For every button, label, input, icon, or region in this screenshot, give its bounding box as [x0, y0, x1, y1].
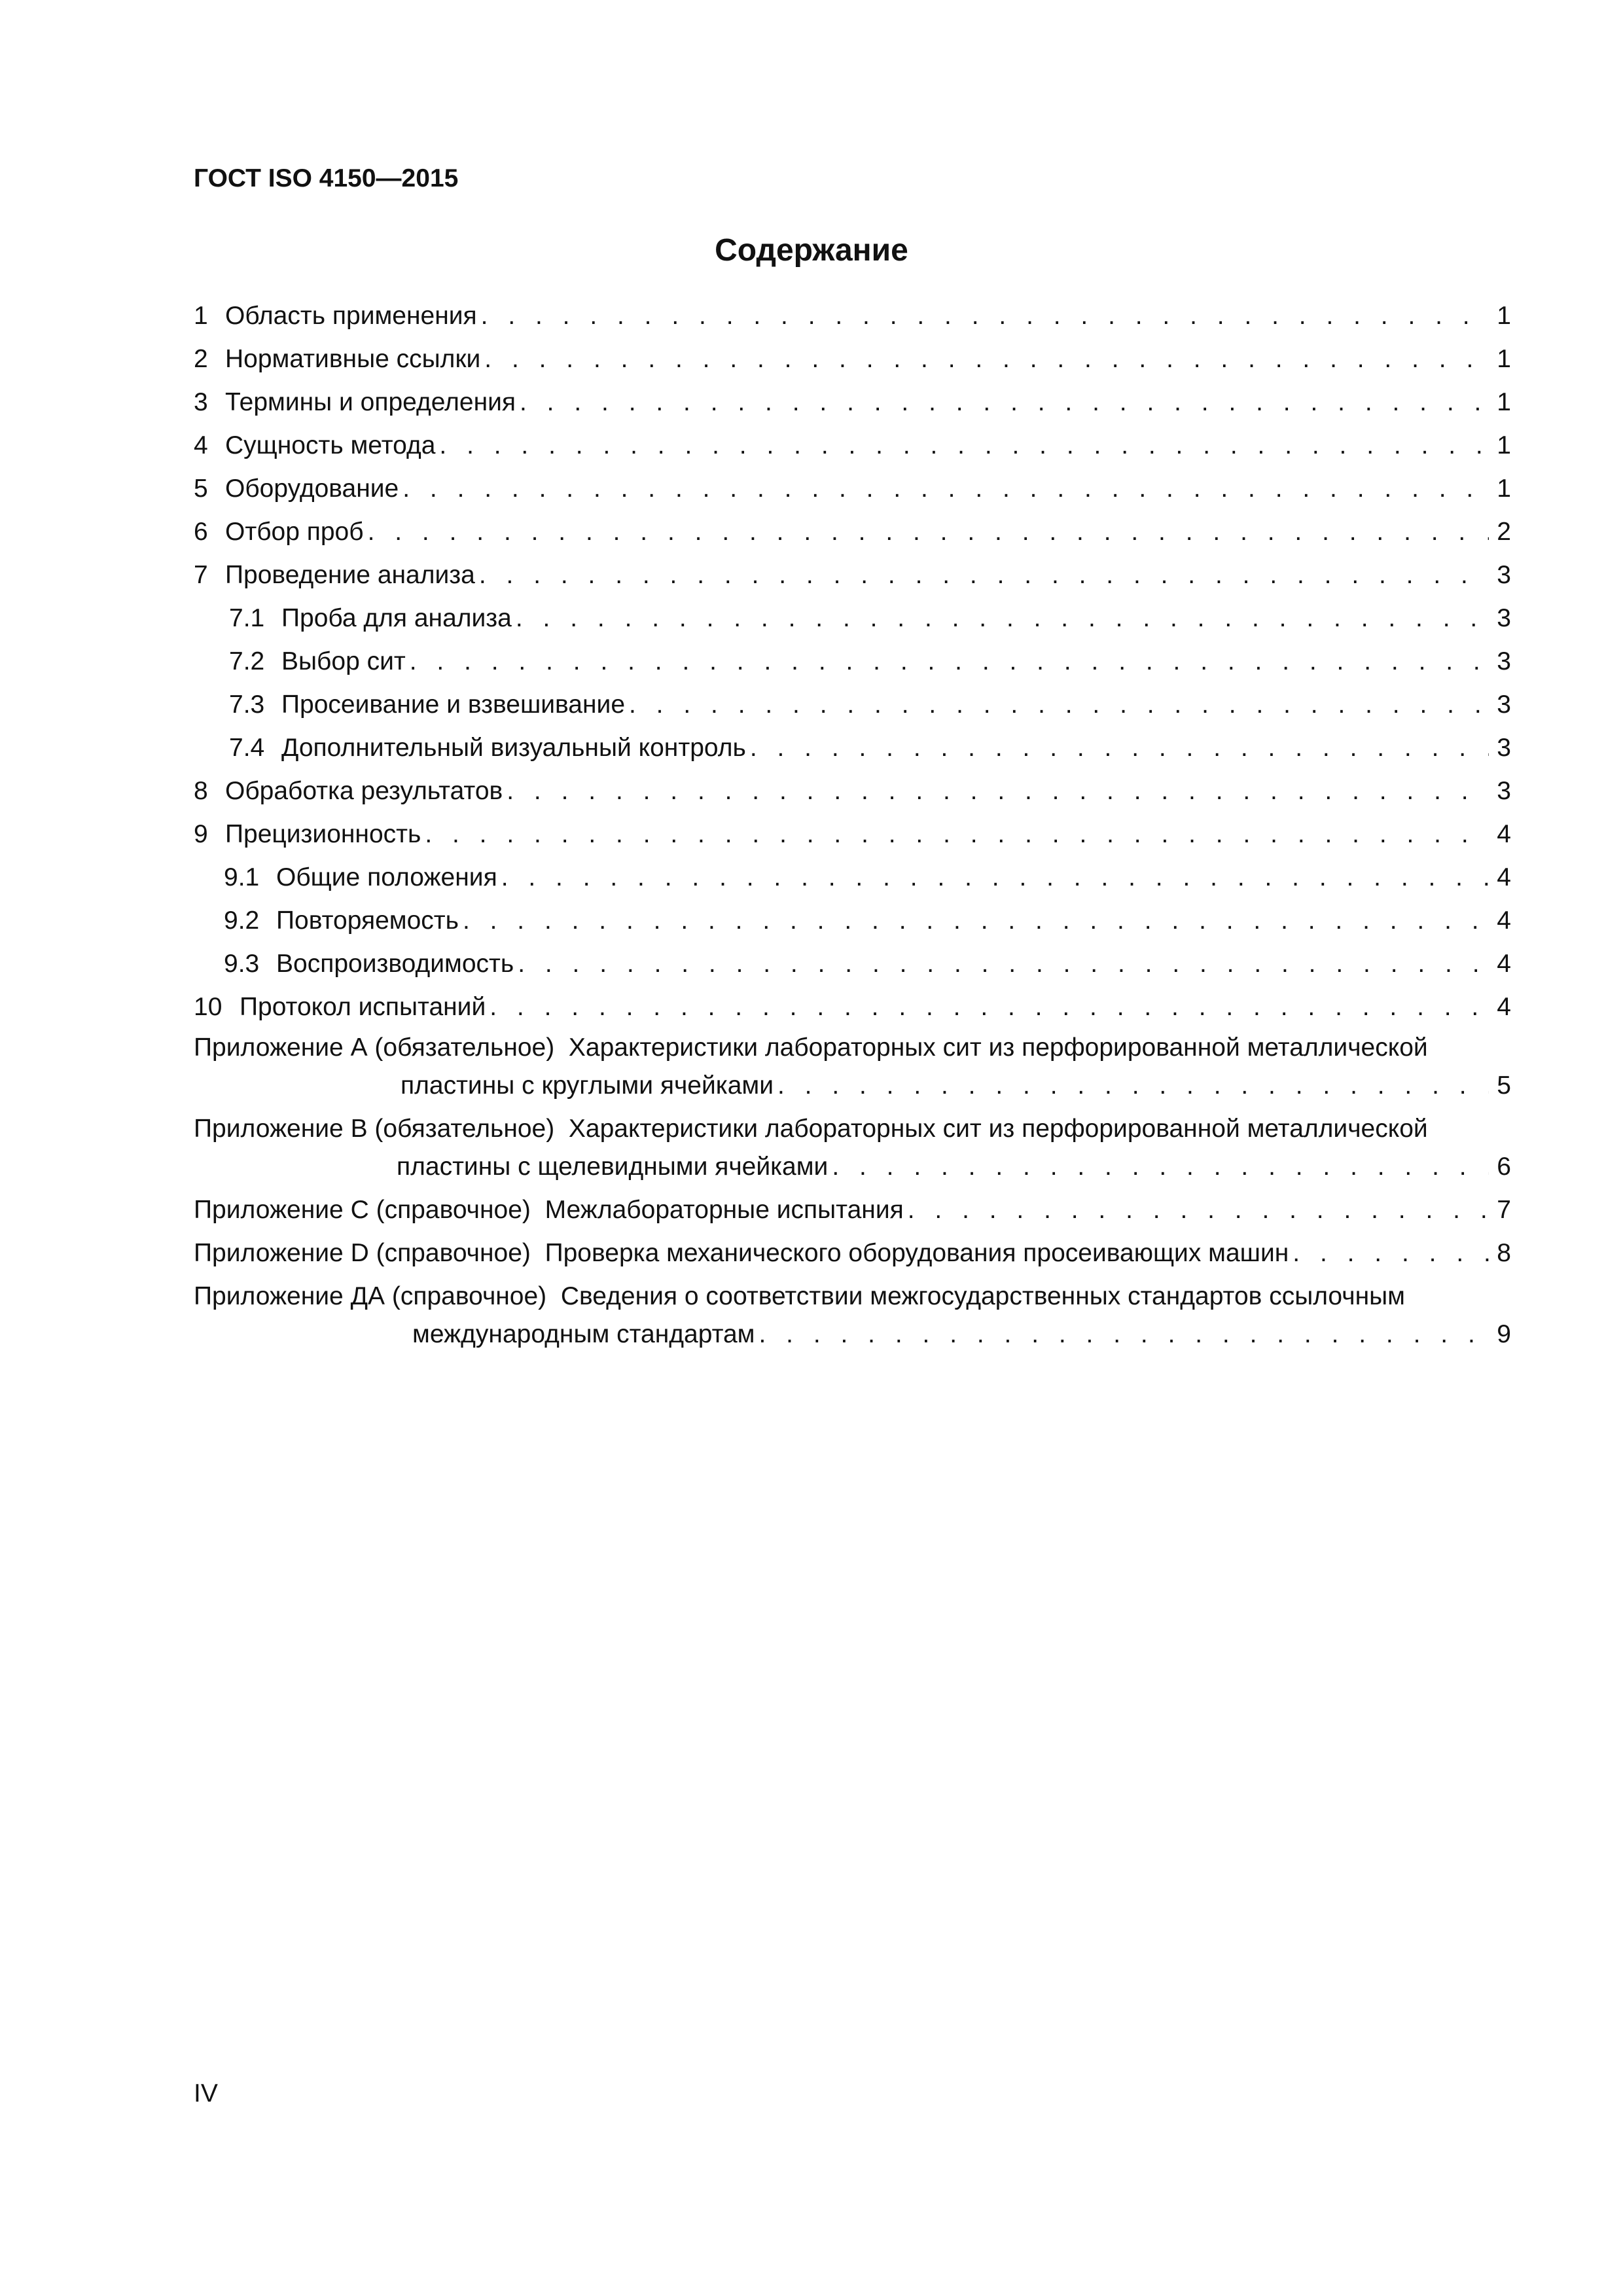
- appendix-label: Приложение А (обязательное): [194, 1033, 555, 1062]
- appendix-label: Приложение D (справочное): [194, 1239, 531, 1267]
- toc-entry-title: Отбор проб: [225, 518, 364, 546]
- dot-leader: [480, 338, 1489, 381]
- dot-leader: [406, 640, 1489, 683]
- toc-entry-title: Оборудование: [225, 475, 399, 503]
- toc-entry-number: 6: [194, 518, 208, 546]
- dot-leader: [364, 511, 1489, 554]
- toc-entry-number: 2: [194, 345, 208, 373]
- toc-entry-title: Термины и определения: [225, 388, 516, 416]
- dot-leader: [459, 899, 1489, 942]
- toc-entry-page: 7: [1497, 1196, 1511, 1224]
- toc-subentry[interactable]: [194, 597, 1511, 640]
- toc-entry-number: 3: [194, 388, 208, 416]
- dot-leader: [512, 597, 1489, 640]
- toc-entry[interactable]: [194, 770, 1511, 813]
- appendix-title-continuation: пластины с круглыми ячейками: [401, 1071, 774, 1100]
- toc-entry-page: 8: [1497, 1239, 1511, 1267]
- toc-entry-page: 2: [1497, 518, 1511, 546]
- toc-entry-page: 1: [1497, 302, 1511, 330]
- toc-subentry[interactable]: [194, 726, 1511, 770]
- page-number: IV: [194, 2079, 218, 2108]
- toc-entry-page: 4: [1497, 950, 1511, 978]
- dot-leader: [625, 683, 1489, 726]
- toc-entry[interactable]: [194, 511, 1511, 554]
- dot-leader: [475, 554, 1489, 597]
- appendix-title: Проверка механического оборудования просеивающих машин: [544, 1239, 1289, 1267]
- dot-leader: [399, 467, 1489, 511]
- toc-entry-number: 9.2: [224, 906, 260, 935]
- dot-leader: [1289, 1234, 1489, 1272]
- appendix-title: Характеристики лабораторных сит из перфорированной металлической: [568, 1115, 1428, 1143]
- toc-entry[interactable]: [194, 381, 1511, 424]
- toc-subentry[interactable]: [194, 942, 1511, 986]
- toc-subentry[interactable]: [194, 899, 1511, 942]
- toc-entry-page: 4: [1497, 993, 1511, 1021]
- toc-entry[interactable]: [194, 813, 1511, 856]
- dot-leader: [828, 1148, 1489, 1186]
- toc-entry-title: Прецизионность: [225, 820, 421, 848]
- toc-entry-title: Проведение анализа: [225, 561, 475, 589]
- toc-entry[interactable]: [194, 295, 1511, 338]
- toc-entry-number: 7: [194, 561, 208, 589]
- appendix-title-continuation: международным стандартам: [412, 1320, 755, 1348]
- toc-entry-number: 1: [194, 302, 208, 330]
- toc-entry[interactable]: [194, 554, 1511, 597]
- toc-entry-page: 1: [1497, 431, 1511, 459]
- toc-entry-title: Дополнительный визуальный контроль: [281, 734, 746, 762]
- toc-entry-title: Обработка результатов: [225, 777, 503, 805]
- table-of-contents: [194, 295, 1511, 1359]
- toc-entry-page: 6: [1497, 1153, 1511, 1181]
- toc-entry-number: 10: [194, 993, 223, 1021]
- toc-title: Содержание: [715, 233, 908, 268]
- toc-appendix-da[interactable]: [194, 1278, 1511, 1354]
- appendix-title: Межлабораторные испытания: [544, 1196, 904, 1224]
- toc-entry-number: 7.4: [229, 734, 265, 762]
- appendix-title-continuation: пластины с щелевидными ячейками: [397, 1153, 829, 1181]
- dot-leader: [755, 1316, 1489, 1354]
- dot-leader: [477, 295, 1489, 338]
- toc-entry-number: 7.2: [229, 647, 265, 675]
- toc-subentry[interactable]: [194, 640, 1511, 683]
- toc-entry-page: 9: [1497, 1320, 1511, 1348]
- dot-leader: [435, 424, 1489, 467]
- toc-entry-number: 5: [194, 475, 208, 503]
- toc-entry-page: 5: [1497, 1071, 1511, 1100]
- toc-entry-number: 7.1: [229, 604, 265, 632]
- toc-entry-title: Общие положения: [276, 863, 497, 891]
- toc-entry[interactable]: [194, 986, 1511, 1029]
- toc-entry-page: 1: [1497, 475, 1511, 503]
- toc-entry-page: 3: [1497, 734, 1511, 762]
- toc-entry-page: 3: [1497, 561, 1511, 589]
- dot-leader: [746, 726, 1489, 770]
- toc-appendix-b[interactable]: [194, 1110, 1511, 1186]
- document-code: ГОСТ ISO 4150—2015: [194, 164, 459, 192]
- toc-entry-number: 9.3: [224, 950, 260, 978]
- appendix-label: Приложение В (обязательное): [194, 1115, 555, 1143]
- toc-entry[interactable]: [194, 338, 1511, 381]
- toc-entry[interactable]: [194, 467, 1511, 511]
- toc-entry-page: 4: [1497, 906, 1511, 935]
- toc-appendix-a[interactable]: [194, 1029, 1511, 1105]
- dot-leader: [516, 381, 1489, 424]
- dot-leader: [774, 1067, 1489, 1105]
- dot-leader: [904, 1191, 1489, 1229]
- toc-entry-page: 4: [1497, 820, 1511, 848]
- appendix-title: Сведения о соответствии межгосударственных стандартов ссылочным: [560, 1282, 1405, 1310]
- dot-leader: [421, 813, 1489, 856]
- toc-subentry[interactable]: [194, 856, 1511, 899]
- toc-entry-title: Воспроизводимость: [276, 950, 514, 978]
- toc-entry-page: 3: [1497, 777, 1511, 805]
- toc-entry-title: Проба для анализа: [281, 604, 512, 632]
- toc-entry-title: Выбор сит: [281, 647, 406, 675]
- toc-entry-title: Протокол испытаний: [240, 993, 486, 1021]
- toc-appendix-d[interactable]: [194, 1234, 1511, 1272]
- toc-entry-number: 8: [194, 777, 208, 805]
- toc-entry-title: Сущность метода: [225, 431, 436, 459]
- toc-entry-number: 9: [194, 820, 208, 848]
- dot-leader: [514, 942, 1489, 986]
- toc-entry-number: 4: [194, 431, 208, 459]
- toc-entry-page: 4: [1497, 863, 1511, 891]
- dot-leader: [497, 856, 1489, 899]
- toc-entry[interactable]: [194, 424, 1511, 467]
- toc-subentry[interactable]: [194, 683, 1511, 726]
- toc-entry-number: 7.3: [229, 691, 265, 719]
- toc-entry-number: 9.1: [224, 863, 260, 891]
- toc-entry-title: Повторяемость: [276, 906, 459, 935]
- toc-entry-page: 1: [1497, 388, 1511, 416]
- toc-entry-title: Нормативные ссылки: [225, 345, 481, 373]
- appendix-title: Характеристики лабораторных сит из перфорированной металлической: [568, 1033, 1428, 1062]
- toc-appendix-c[interactable]: [194, 1191, 1511, 1229]
- appendix-label: Приложение С (справочное): [194, 1196, 531, 1224]
- toc-entry-page: 1: [1497, 345, 1511, 373]
- toc-entry-title: Область применения: [225, 302, 477, 330]
- toc-entry-page: 3: [1497, 647, 1511, 675]
- dot-leader: [486, 986, 1489, 1029]
- toc-entry-page: 3: [1497, 691, 1511, 719]
- toc-entry-page: 3: [1497, 604, 1511, 632]
- dot-leader: [503, 770, 1489, 813]
- toc-entry-title: Просеивание и взвешивание: [281, 691, 626, 719]
- appendix-label: Приложение ДА (справочное): [194, 1282, 547, 1310]
